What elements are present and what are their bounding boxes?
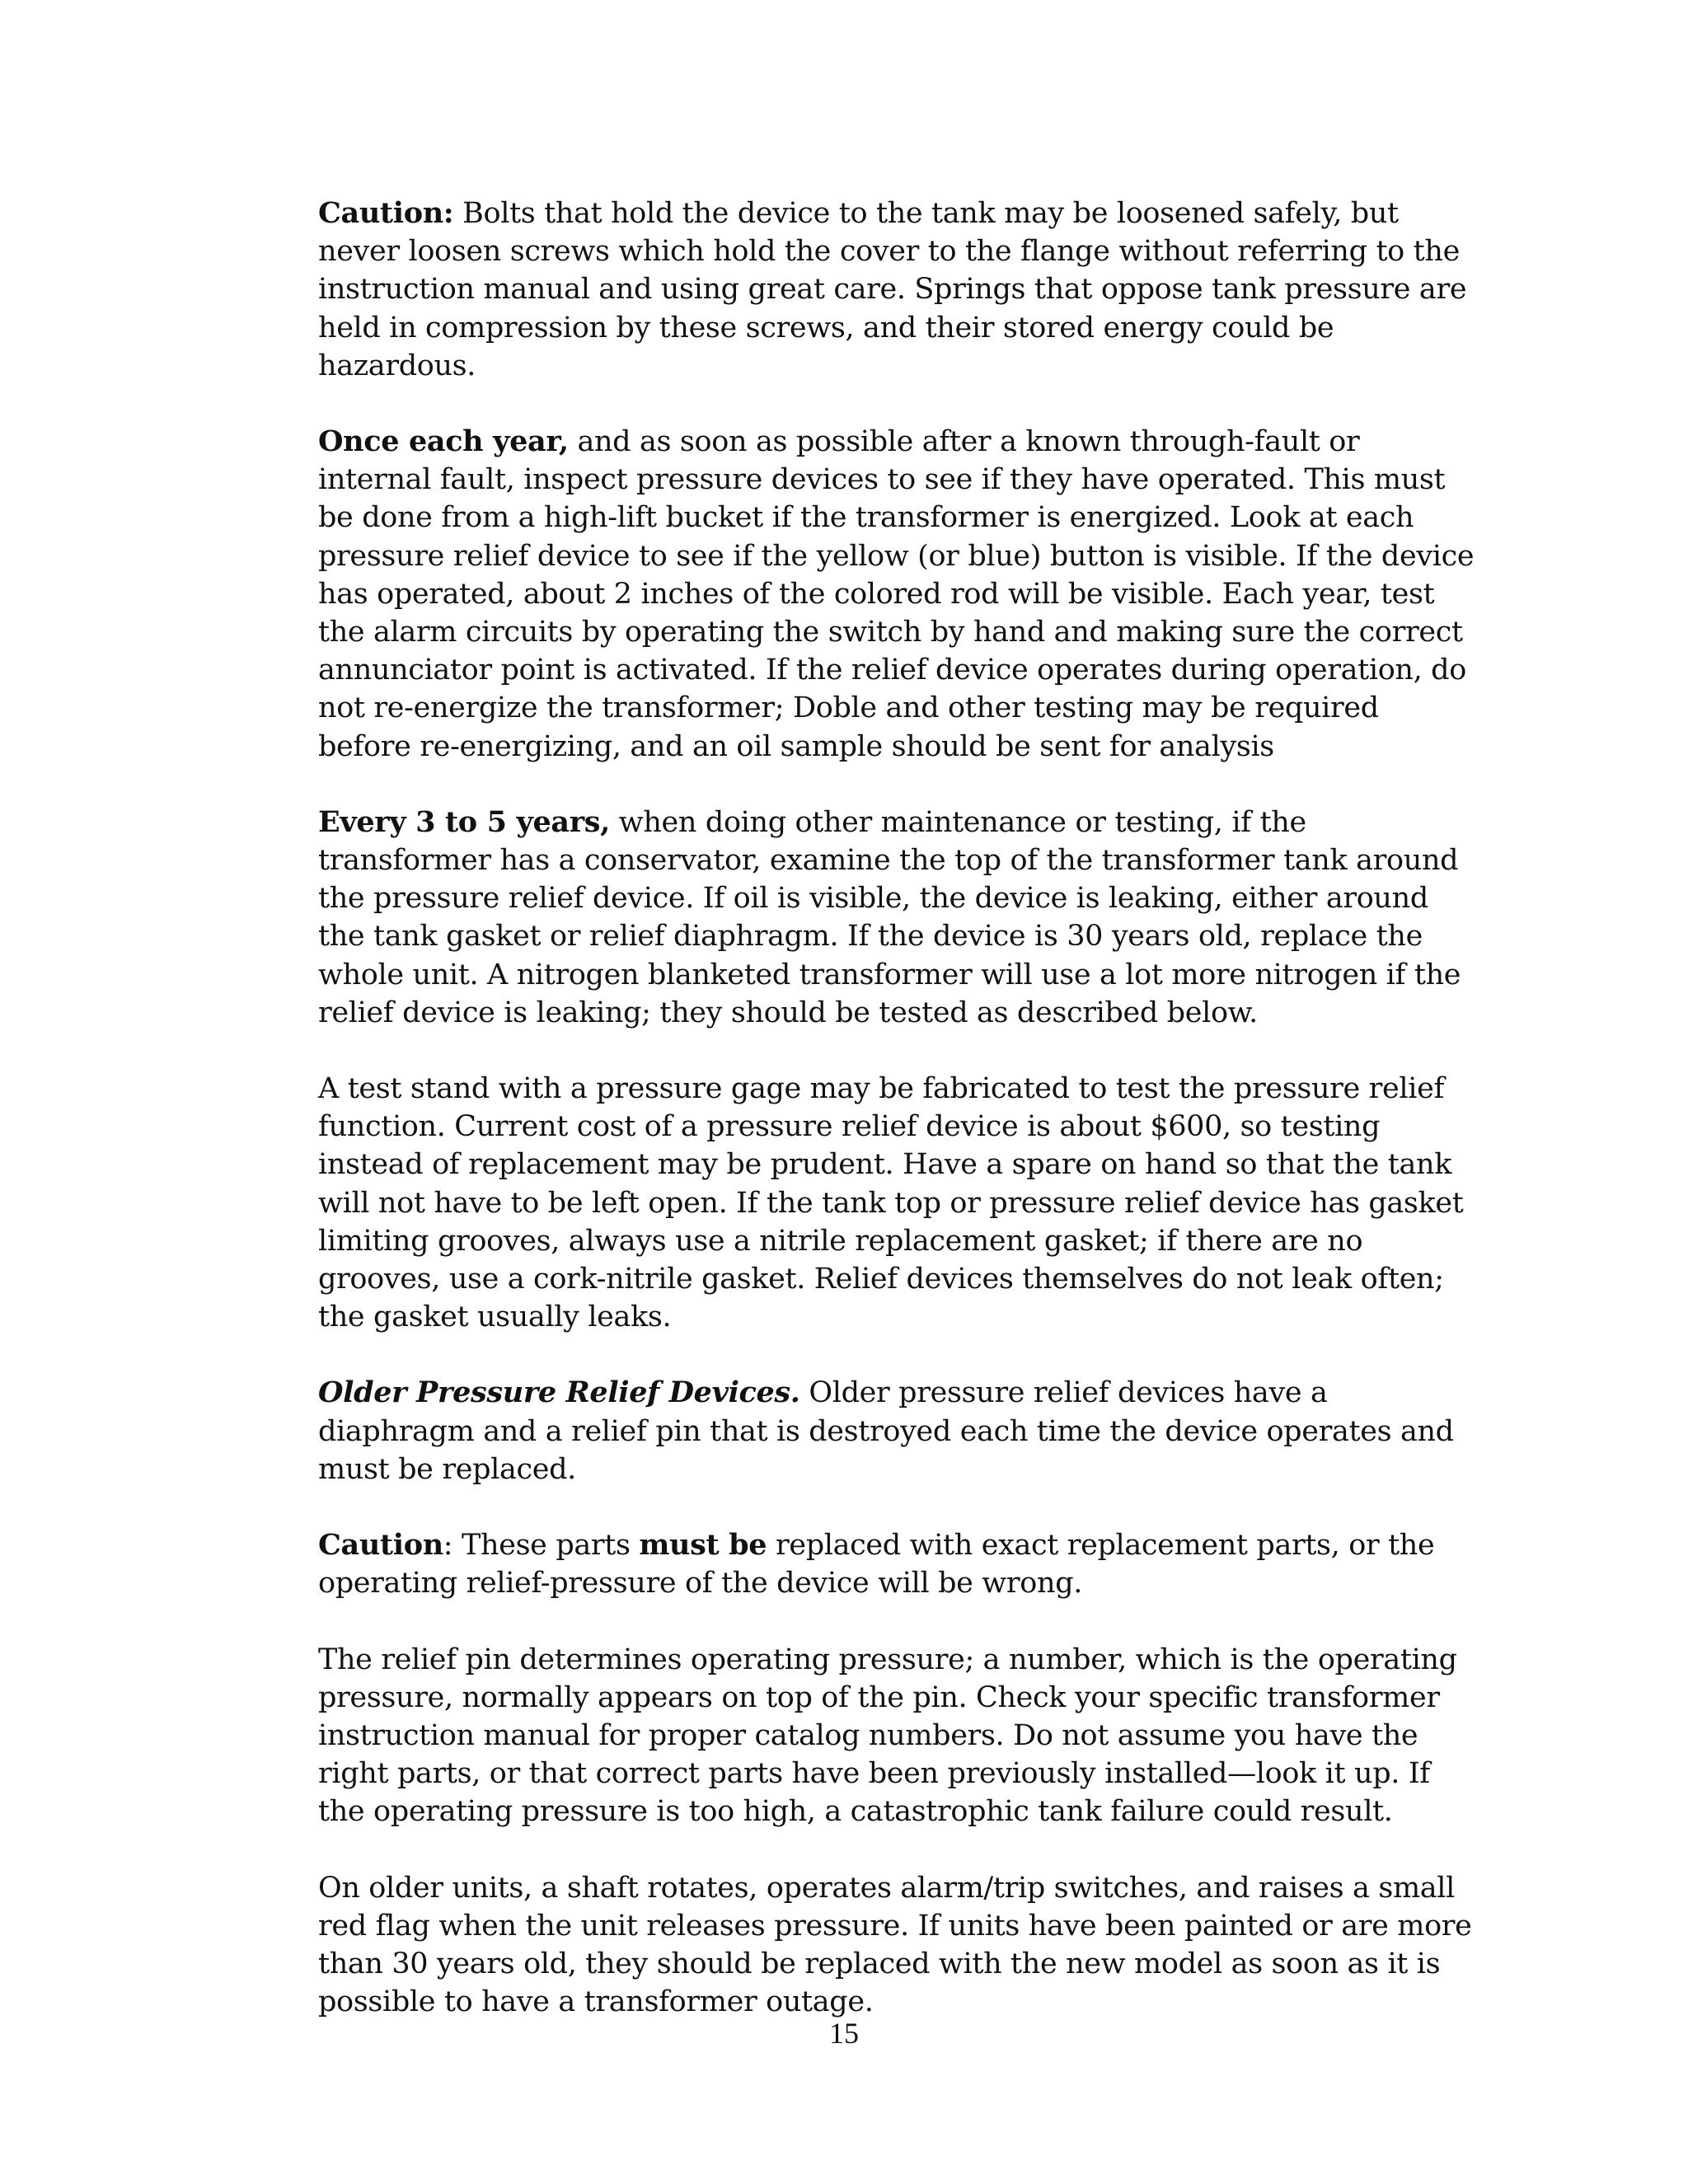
yearly-inspection-text: and as soon as possible after a known through-fault or internal fault, inspect pressure devices to see if they have operated. This must be done from a high-lift bucket if the transformer is energized. Look at each pressure relief device to see if the yellow (or blue) button is visible. If the device has operated, about 2 inches of the colored rod will be visible. Each year, test the alarm circuits by operating the switch by hand and making sure the correct annunciator point is activated. If the relief device operates during operation, do not re-energize the transformer; Doble and other testing may be required before re-energizing, and an oil sample should be sent for analysis <box>318 425 1475 763</box>
caution-parts-text-b: replaced with exact replacement parts, or the operating relief-pressure of the device will be wrong. <box>318 1529 1435 1601</box>
older-units-text: On older units, a shaft rotates, operates alarm/trip switches, and raises a small red flag when the unit releases pressure. If units have been painted or are more than 30 years old, they should be replaced with the new model as soon as it is possible to have a transformer outage. <box>318 1871 1472 2019</box>
periodic-label: Every 3 to 5 years, <box>318 804 610 839</box>
caution-bolts-paragraph <box>318 194 1479 385</box>
periodic-inspection-text: when doing other maintenance or testing, if the transformer has a conservator, examine the top of the transformer tank around the pressure relief device. If oil is visible, the device is leaking, either around the tank gasket or relief diaphragm. If the device is 30 years old, replace the whole unit. A nitrogen blanketed transformer will use a lot more nitrogen if the relief device is leaking; they should be tested as described below. <box>318 805 1461 1029</box>
caution-label: Caution: <box>318 196 454 230</box>
yearly-inspection-paragraph <box>318 423 1479 766</box>
relief-pin-text: The relief pin determines operating pressure; a number, which is the operating pressure, normally appears on top of the pin. Check your specific transformer instruction manual for proper catalog numbers. Do not assume you have the right parts, or that correct parts have been previously installed—look it up. If the operating pressure is too high, a catastrophic tank failure could result. <box>318 1643 1457 1829</box>
yearly-label: Once each year, <box>318 424 569 459</box>
older-units-paragraph <box>318 1869 1479 2022</box>
caution-parts-paragraph <box>318 1526 1479 1602</box>
older-devices-paragraph <box>318 1374 1479 1488</box>
test-stand-text: A test stand with a pressure gage may be fabricated to test the pressure relief function. Current cost of a pressure relief device is about $600, so testing instead of replacement may be prudent. Have a spare on hand so that the tank will not have to be left open. If the tank top or pressure relief device has gasket limiting grooves, always use a nitrile replacement gasket; if there are no grooves, use a cork-nitrile gasket. Relief devices themselves do not leak often; the gasket usually leaks. <box>318 1072 1464 1334</box>
caution-parts-label: Caution <box>318 1528 443 1563</box>
older-devices-heading: Older Pressure Relief Devices. <box>318 1376 800 1410</box>
older-devices-text: Older pressure relief devices have a diaphragm and a relief pin that is destroyed each time the device operates and must be replaced. <box>318 1376 1454 1486</box>
caution-parts-text-a: : These parts <box>443 1529 640 1563</box>
caution-parts-emphasis: must be <box>639 1528 767 1563</box>
caution-bolts-text: Bolts that hold the device to the tank may be loosened safely, but never loosen screws which hold the cover to the flange without referring to the instruction manual and using great care. Springs that oppose tank pressure are held in compression by these screws, and their stored energy could be hazardous. <box>318 197 1467 382</box>
periodic-inspection-paragraph <box>318 804 1479 1032</box>
relief-pin-paragraph <box>318 1641 1479 1831</box>
test-stand-paragraph <box>318 1070 1479 1336</box>
document-body <box>318 194 1479 2059</box>
page-number: 15 <box>829 2017 859 2050</box>
